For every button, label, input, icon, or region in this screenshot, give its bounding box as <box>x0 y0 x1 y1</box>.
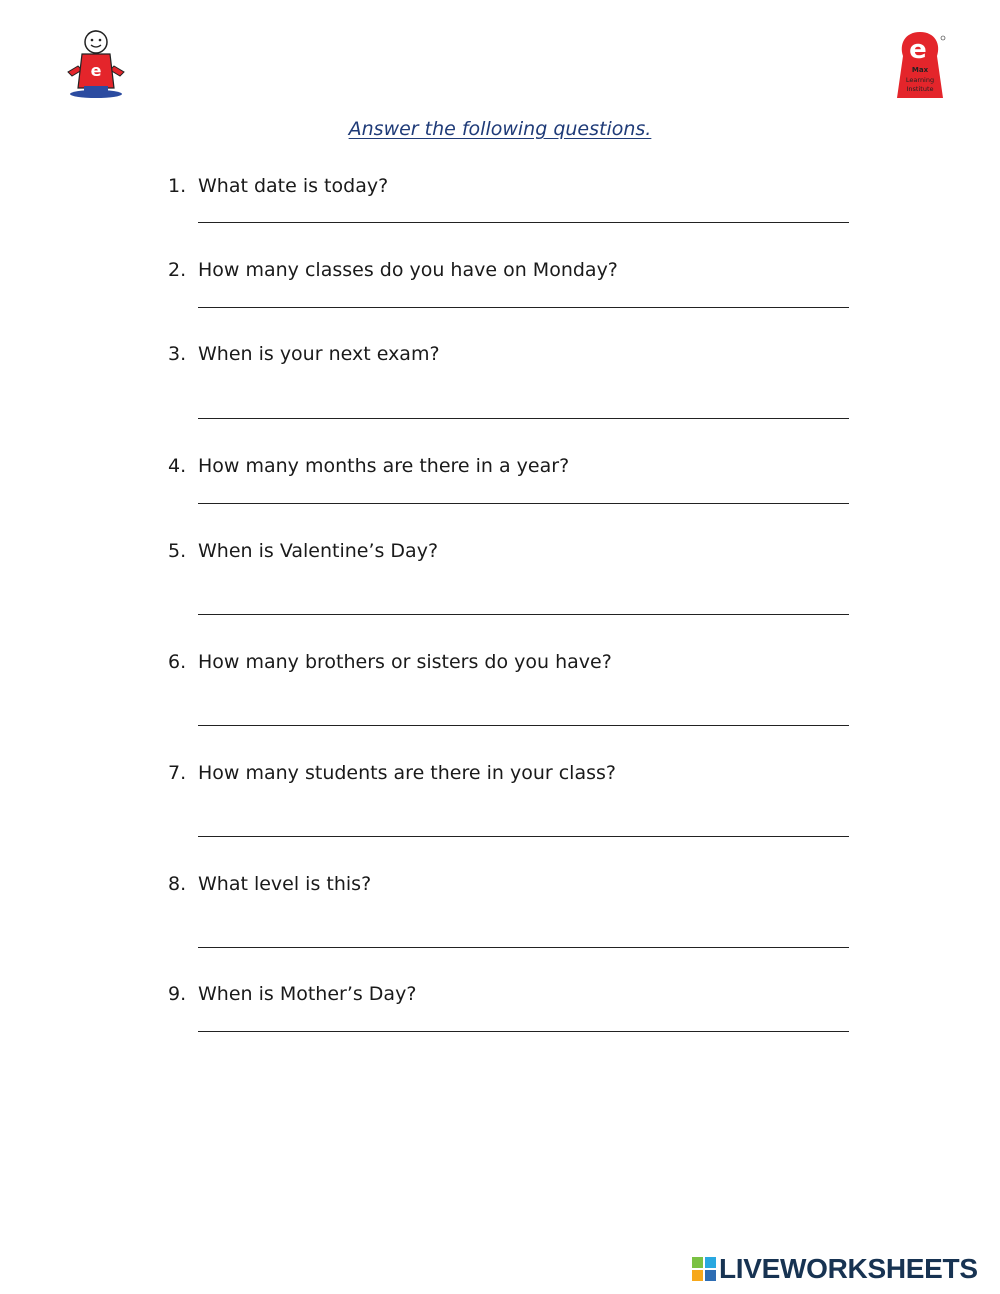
question-number: 5. <box>168 540 187 562</box>
question-text: How many months are there in a year? <box>198 455 570 477</box>
question-7 <box>168 762 616 784</box>
answer-line-3[interactable] <box>198 418 849 419</box>
question-4 <box>168 455 569 477</box>
question-9 <box>168 983 416 1005</box>
liveworksheets-brand: LIVEWORKSHEETS <box>719 1253 978 1284</box>
question-number: 9. <box>168 983 187 1005</box>
answer-line-9[interactable] <box>198 1031 849 1032</box>
question-text: What level is this? <box>198 873 372 895</box>
mascot-logo-icon <box>64 28 128 100</box>
question-text: When is your next exam? <box>198 343 440 365</box>
question-1 <box>168 175 388 197</box>
question-text: When is Mother’s Day? <box>198 983 417 1005</box>
answer-line-5[interactable] <box>198 614 849 615</box>
liveworksheets-footer <box>692 1254 978 1284</box>
question-text: How many classes do you have on Monday? <box>198 259 618 281</box>
institute-logo-icon <box>893 30 947 100</box>
question-number: 6. <box>168 651 187 673</box>
question-number: 1. <box>168 175 187 197</box>
question-number: 4. <box>168 455 187 477</box>
question-2 <box>168 259 618 281</box>
institute-logo-text-2: Learning <box>905 76 935 84</box>
question-text: How many students are there in your class? <box>198 762 616 784</box>
question-number: 3. <box>168 343 187 365</box>
answer-line-7[interactable] <box>198 836 849 837</box>
answer-line-2[interactable] <box>198 307 849 308</box>
question-6 <box>168 651 612 673</box>
question-text: How many brothers or sisters do you have? <box>198 651 612 673</box>
question-number: 8. <box>168 873 187 895</box>
question-5 <box>168 540 438 562</box>
svg-text:e: e <box>90 61 102 80</box>
answer-line-6[interactable] <box>198 725 849 726</box>
answer-line-4[interactable] <box>198 503 849 504</box>
answer-line-8[interactable] <box>198 947 849 948</box>
institute-logo-text-1: Max <box>911 66 929 74</box>
live-blocks-icon <box>692 1257 716 1281</box>
institute-logo-text-3: Institute <box>906 85 934 93</box>
answer-line-1[interactable] <box>198 222 849 223</box>
question-text: When is Valentine’s Day? <box>198 540 439 562</box>
question-number: 2. <box>168 259 187 281</box>
question-8 <box>168 873 371 895</box>
question-3 <box>168 343 440 365</box>
question-text: What date is today? <box>198 175 389 197</box>
worksheet-title: Answer the following questions. <box>348 118 652 140</box>
institute-logo-letter: e <box>909 35 927 65</box>
question-number: 7. <box>168 762 187 784</box>
